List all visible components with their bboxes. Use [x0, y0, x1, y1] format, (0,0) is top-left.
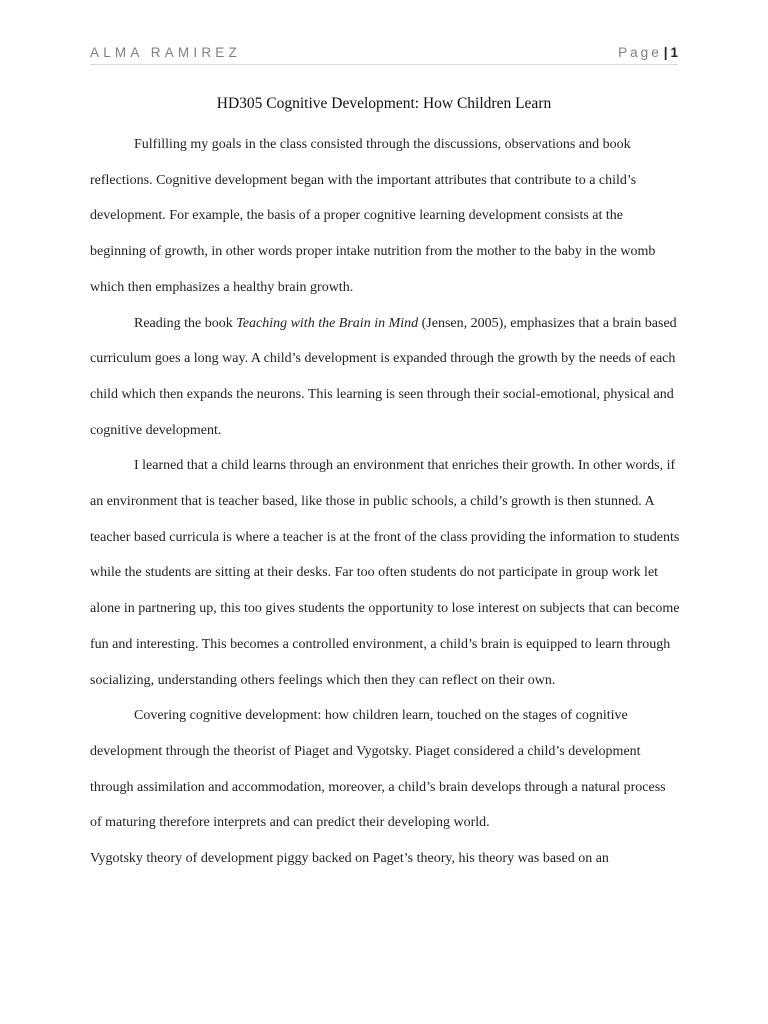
document-title: HD305 Cognitive Development: How Children Learn	[216, 95, 552, 112]
author-name: ALMA RAMIREZ	[90, 45, 241, 60]
paragraph-reading-before: Reading the book	[134, 315, 237, 331]
page-separator: |	[663, 45, 668, 60]
page-number: 1	[670, 45, 678, 60]
page-label: Page	[618, 45, 662, 60]
paragraph-reading-after: (Jensen, 2005), emphasizes that a brain based curriculum goes a long way. A child’s development is expanded through the growth by the needs of each child which then expands the neurons. This learning is seen through their social-emotional, physical and cognitive development.	[90, 315, 677, 438]
page-header	[90, 44, 678, 65]
paragraph-environment: I learned that a child learns through an environment that enriches their growth. In other words, if an environment that is teacher based, like those in public schools, a child’s growth is then stunned. A teacher based curricula is where a teacher is at the front of the class providing the information to students while the students are sitting at their desks. Far too often students do not participate in group work let alone in partnering up, this too gives students the opportunity to lose interest on subjects that can become fun and interesting. This becomes a controlled environment, a child’s brain is equipped to learn through socializing, understanding others feelings which then they can reflect on their own.	[90, 458, 680, 688]
paragraph-reading	[90, 306, 680, 449]
document-body	[90, 127, 680, 877]
book-title: Teaching with the Brain in Mind	[236, 315, 419, 331]
paragraph-vygotsky: Vygotsky theory of development piggy backed on Paget’s theory, his theory was based on an	[90, 851, 609, 867]
paragraph-theorists: Covering cognitive development: how children learn, touched on the stages of cognitive development through the theorist of Piaget and Vygotsky. Piaget considered a child’s development through assimilation and accommodation, moreover, a child’s brain develops through a natural process of maturing therefore interprets and can predict their developing world.	[90, 708, 666, 831]
page-indicator	[618, 45, 678, 60]
paragraph-goals: Fulfilling my goals in the class consisted through the discussions, observations and book reflections. Cognitive development began with the important attributes that contribute to a child’s development. For example, the basis of a proper cognitive learning development consists at the beginning of growth, in other words proper intake nutrition from the mother to the baby in the womb which then emphasizes a healthy brain growth.	[90, 137, 656, 295]
